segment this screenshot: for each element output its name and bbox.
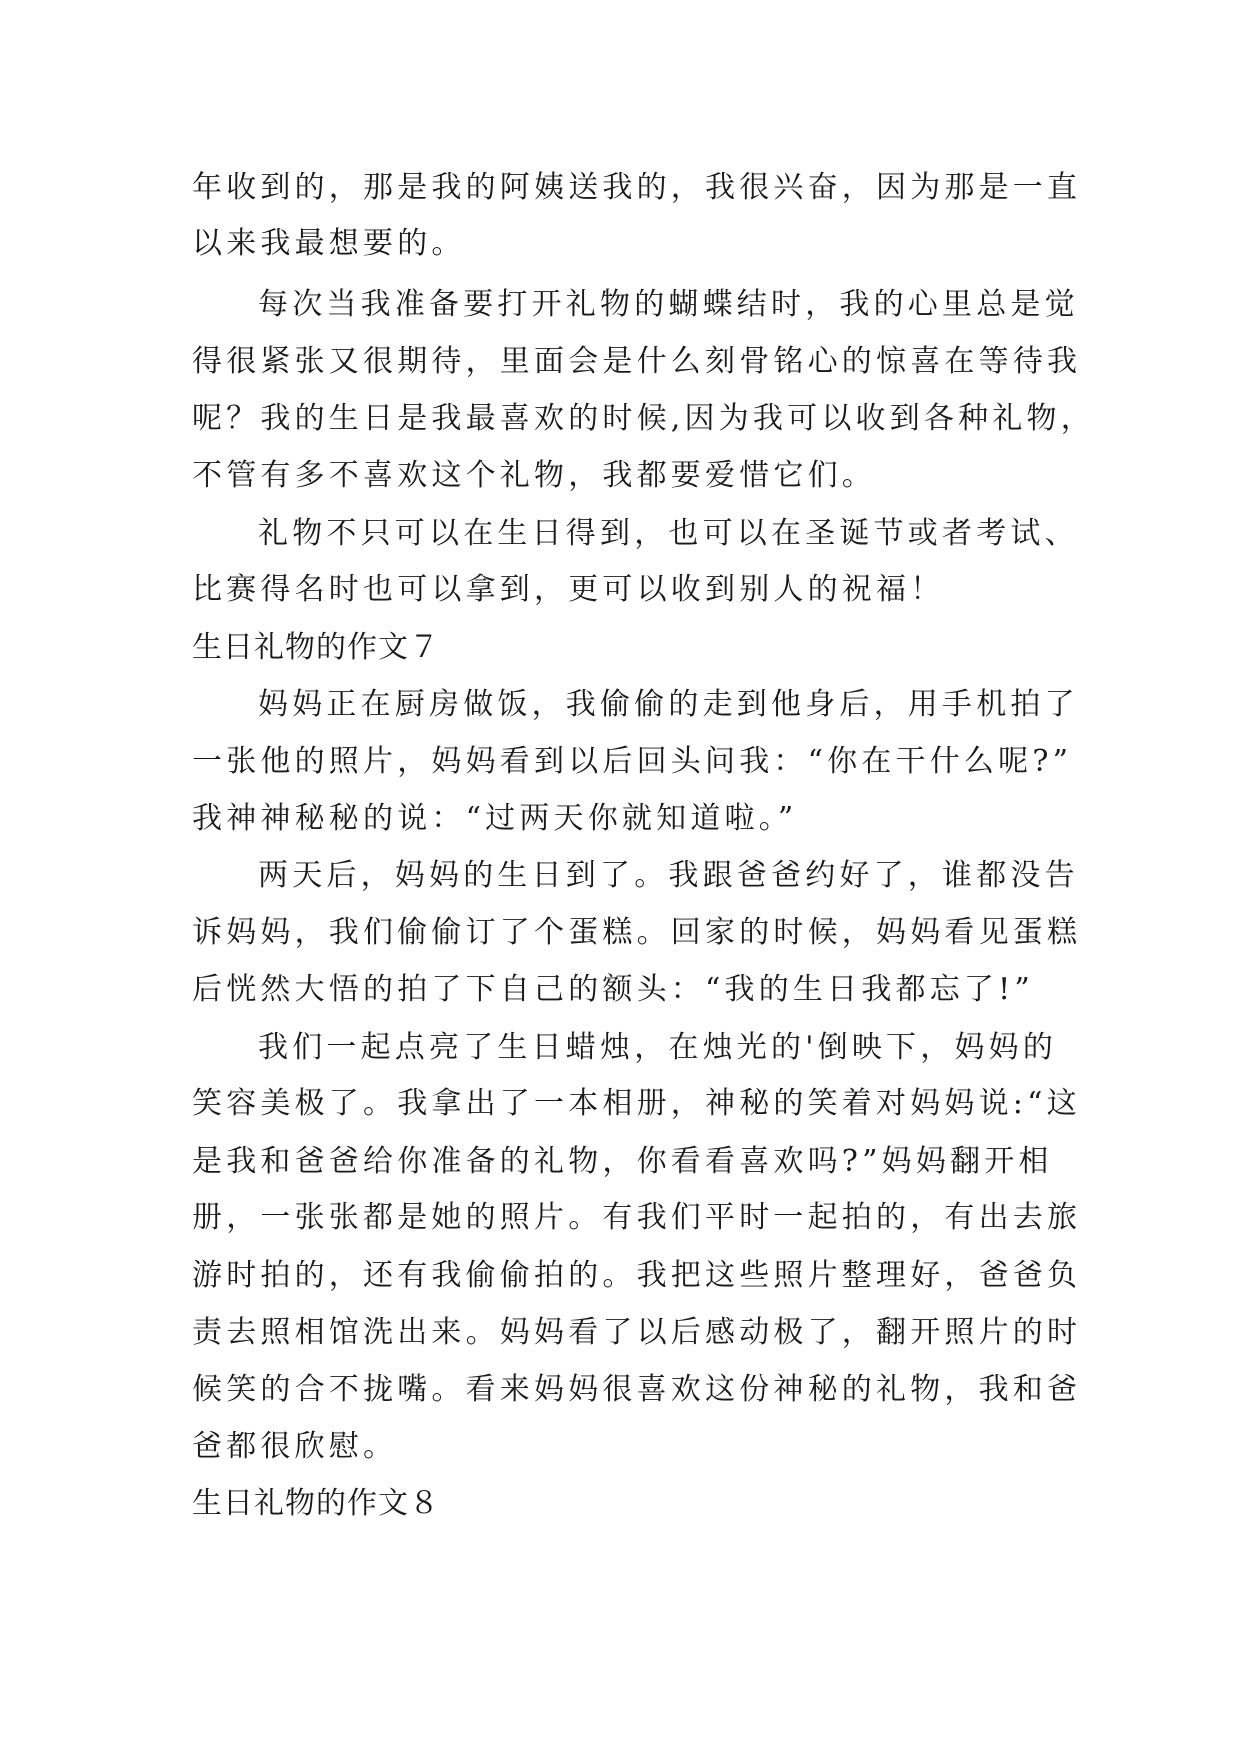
text-line: 笑容美极了。我拿出了一本相册，神秘的笑着对妈妈说:“这 [192,1086,1081,1121]
text-line: 得很紧张又很期待，里面会是什么刻骨铭心的惊喜在等待我 [192,344,1082,379]
text-line: 比赛得名时也可以拿到，更可以收到别人的祝福！ [192,572,945,607]
paragraph-first-line: 妈妈正在厨房做饭，我偷偷的走到他身后，用手机拍了 [258,687,1079,722]
text-line: 候笑的合不拢嘴。看来妈妈很喜欢这份神秘的礼物，我和爸 [192,1372,1082,1407]
text-line: 年收到的，那是我的阿姨送我的，我很兴奋，因为那是一直 [192,170,1082,205]
paragraph-first-line: 每次当我准备要打开礼物的蝴蝶结时，我的心里总是觉 [258,287,1079,322]
section-heading: 生日礼物的作文７ [192,630,440,665]
section-heading: 生日礼物的作文８ [192,1486,440,1521]
text-line: 诉妈妈，我们偷偷订了个蛋糕。回家的时候，妈妈看见蛋糕 [192,915,1082,950]
text-line: 责去照相馆洗出来。妈妈看了以后感动极了，翻开照片的时 [192,1315,1082,1350]
text-line: 后恍然大悟的拍了下自己的额头：“我的生日我都忘了!” [192,972,1034,1007]
paragraph-first-line: 两天后，妈妈的生日到了。我跟爸爸约好了，谁都没告 [258,858,1079,893]
text-line: 一张他的照片，妈妈看到以后回头问我：“你在干什么呢?” [192,744,1073,779]
text-line: 爸都很欣慰。 [192,1429,398,1464]
paragraph-first-line: 我们一起点亮了生日蜡烛，在烛光的'倒映下，妈妈的 [258,1030,1058,1065]
text-line: 是我和爸爸给你准备的礼物，你看看喜欢吗?”妈妈翻开相 [192,1144,1053,1179]
text-line: 我神神秘秘的说：“过两天你就知道啦。” [192,801,798,836]
paragraph-first-line: 礼物不只可以在生日得到，也可以在圣诞节或者考试、 [258,516,1079,551]
text-line: 册，一张张都是她的照片。有我们平时一起拍的，有出去旅 [192,1200,1082,1235]
text-line: 不管有多不喜欢这个礼物，我都要爱惜它们。 [192,458,876,493]
text-line: 游时拍的，还有我偷偷拍的。我把这些照片整理好，爸爸负 [192,1258,1082,1293]
text-line: 以来我最想要的。 [192,226,466,261]
text-line: 呢？我的生日是我最喜欢的时候,因为我可以收到各种礼物， [192,401,1095,436]
